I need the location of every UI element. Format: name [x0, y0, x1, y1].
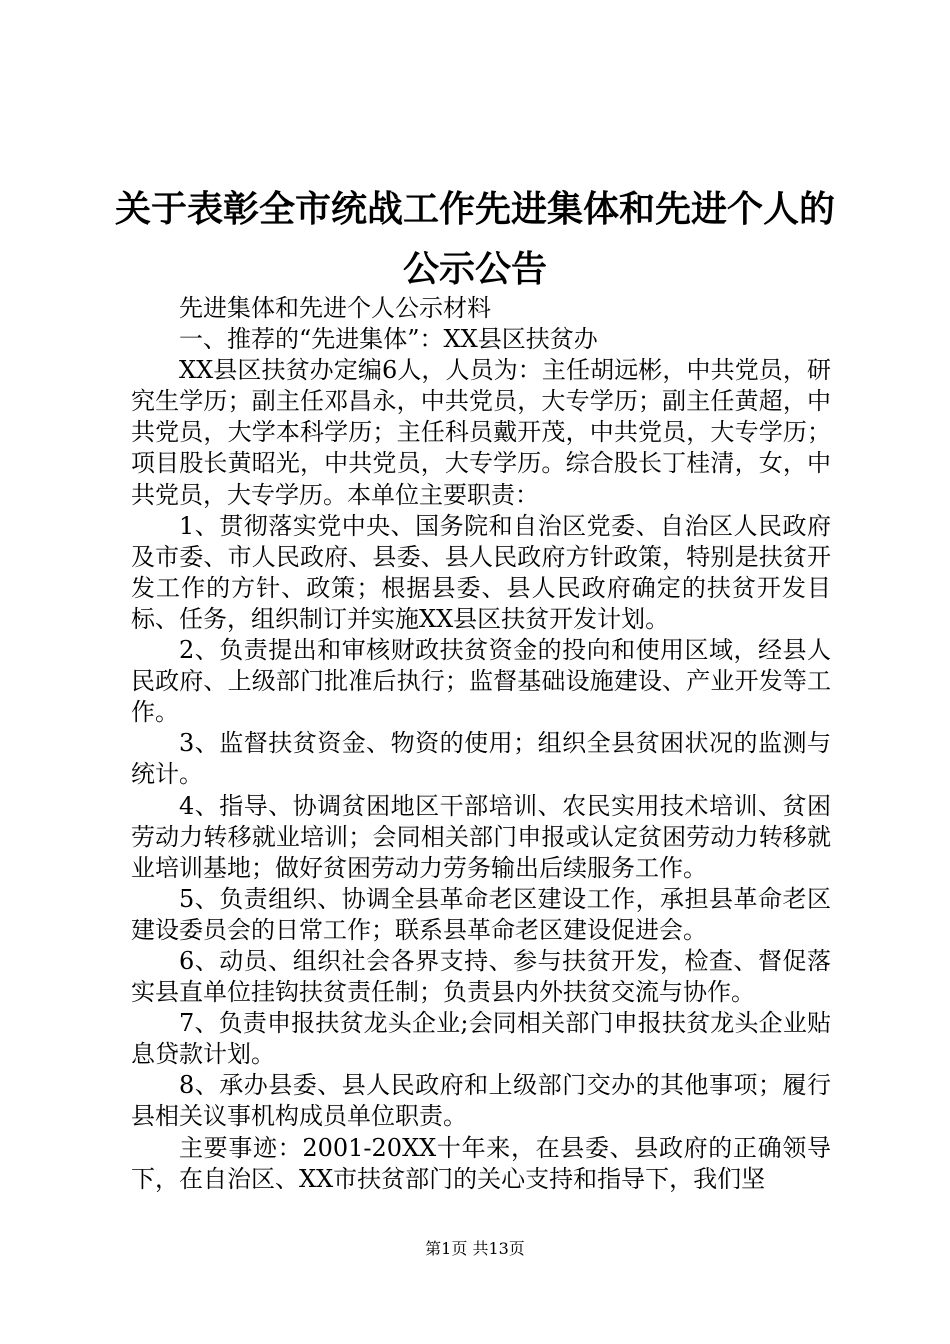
document-body: [131, 293, 831, 1195]
title-line-1: 关于表彰全市统战工作先进集体和先进个人的: [114, 189, 835, 230]
paragraph: 8、承办县委、县人民政府和上级部门交办的其他事项；履行县相关议事机构成员单位职责。: [131, 1071, 831, 1131]
paragraph: 3、监督扶贫资金、物资的使用；组织全县贫困状况的监测与统计。: [131, 729, 831, 789]
paragraph: XX县区扶贫办定编6人，人员为：主任胡远彬，中共党员，研究生学历；副主任邓昌永，中共党员，大专学历；副主任黄超，中共党员，大学本科学历；主任科员戴开茂，中共党员，大专学历；项目股长黄昭光，中共党员，大专学历。综合股长丁桂清，女，中共党员，大专学历。本单位主要职责：: [131, 356, 831, 509]
paragraph: 6、动员、组织社会各界支持、参与扶贫开发，检查、督促落实县直单位挂钩扶贫责任制；负责县内外扶贫交流与协作。: [131, 946, 831, 1007]
paragraph: 主要事迹：2001-20XX十年来，在县委、县政府的正确领导下，在自治区、XX市扶贫部门的关心支持和指导下，我们坚: [131, 1133, 831, 1193]
title-line-2: 公示公告: [402, 249, 547, 290]
paragraph: 2、负责提出和审核财政扶贫资金的投向和使用区域，经县人民政府、上级部门批准后执行；监督基础设施建设、产业开发等工作。: [131, 636, 831, 727]
paragraph: 5、负责组织、协调全县革命老区建设工作，承担县革命老区建设委员会的日常工作；联系县革命老区建设促进会。: [131, 884, 831, 944]
paragraph: 先进集体和先进个人公示材料: [179, 294, 491, 322]
document-title: [110, 180, 840, 300]
paragraph: 7、负责申报扶贫龙头企业;会同相关部门申报扶贫龙头企业贴息贷款计划。: [131, 1009, 831, 1069]
paragraph: 4、指导、协调贫困地区干部培训、农民实用技术培训、贫困劳动力转移就业培训；会同相关部门申报或认定贫困劳动力转移就业培训基地；做好贫困劳动力劳务输出后续服务工作。: [131, 791, 831, 882]
page-footer: 第1页 共13页: [425, 1239, 525, 1258]
paragraph: 一、推荐的“先进集体”：XX县区扶贫办: [179, 325, 598, 354]
paragraph: 1、贯彻落实党中央、国务院和自治区党委、自治区人民政府及市委、市人民政府、县委、县人民政府方针政策，特别是扶贫开发工作的方针、政策；根据县委、县人民政府确定的扶贫开发目标、任务，组织制订并实施XX县区扶贫开发计划。: [131, 511, 831, 633]
